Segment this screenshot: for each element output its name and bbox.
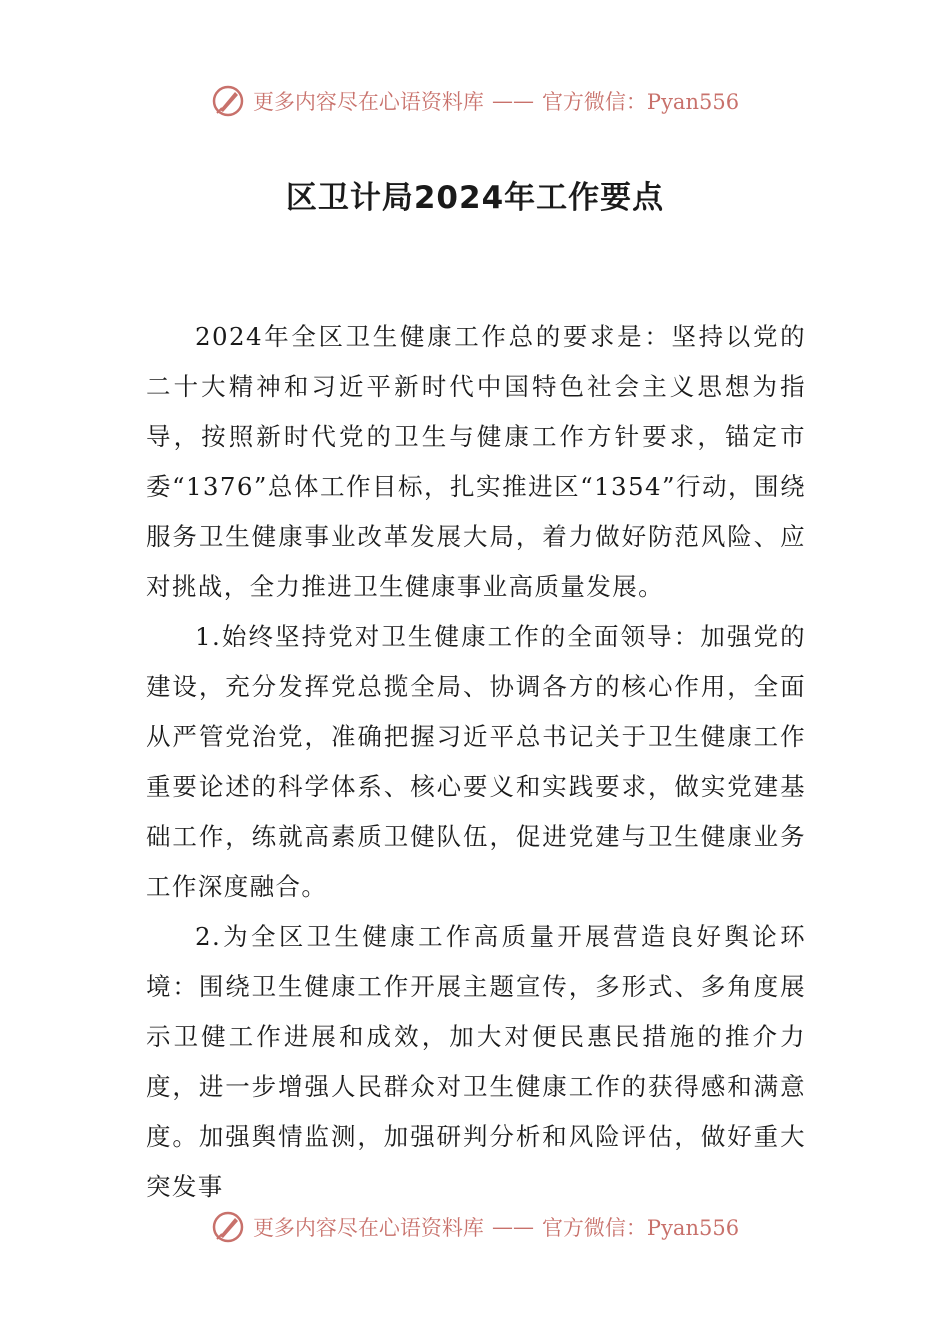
- quill-logo-icon: [211, 1210, 245, 1244]
- watermark-contact: 官方微信：Pyan556: [541, 1216, 740, 1240]
- document-body: [146, 312, 806, 1212]
- watermark-footer: [0, 1210, 950, 1244]
- document-title: 区卫计局2024年工作要点: [285, 180, 665, 216]
- watermark-separator: ——: [491, 1215, 534, 1239]
- watermark-separator: ——: [491, 89, 534, 113]
- section-2-paragraph: 2.为全区卫生健康工作高质量开展营造良好舆论环境：围绕卫生健康工作开展主题宣传，多形式、多角度展示卫健工作进展和成效，加大对便民惠民措施的推介力度，进一步增强人民群众对卫生健康工作的获得感和满意度。加强舆情监测，加强研判分析和风险评估，做好重大突发事: [146, 922, 806, 1201]
- watermark-text: 更多内容尽在心语资料库: [252, 90, 484, 114]
- intro-paragraph: 2024年全区卫生健康工作总的要求是：坚持以党的二十大精神和习近平新时代中国特色社会主义思想为指导，按照新时代党的卫生与健康工作方针要求，锚定市委“1376”总体工作目标，扎实推进区“1354”行动，围绕服务卫生健康事业改革发展大局，着力做好防范风险、应对挑战，全力推进卫生健康事业高质量发展。: [146, 322, 806, 601]
- section-1-paragraph: 1.始终坚持党对卫生健康工作的全面领导：加强党的建设，充分发挥党总揽全局、协调各方的核心作用，全面从严管党治党，准确把握习近平总书记关于卫生健康工作重要论述的科学体系、核心要义和实践要求，做实党建基础工作，练就高素质卫健队伍，促进党建与卫生健康业务工作深度融合。: [146, 622, 806, 901]
- quill-logo-icon: [211, 84, 245, 118]
- watermark-header: [0, 84, 950, 118]
- watermark-contact: 官方微信：Pyan556: [541, 90, 740, 114]
- watermark-text: 更多内容尽在心语资料库: [252, 1216, 484, 1240]
